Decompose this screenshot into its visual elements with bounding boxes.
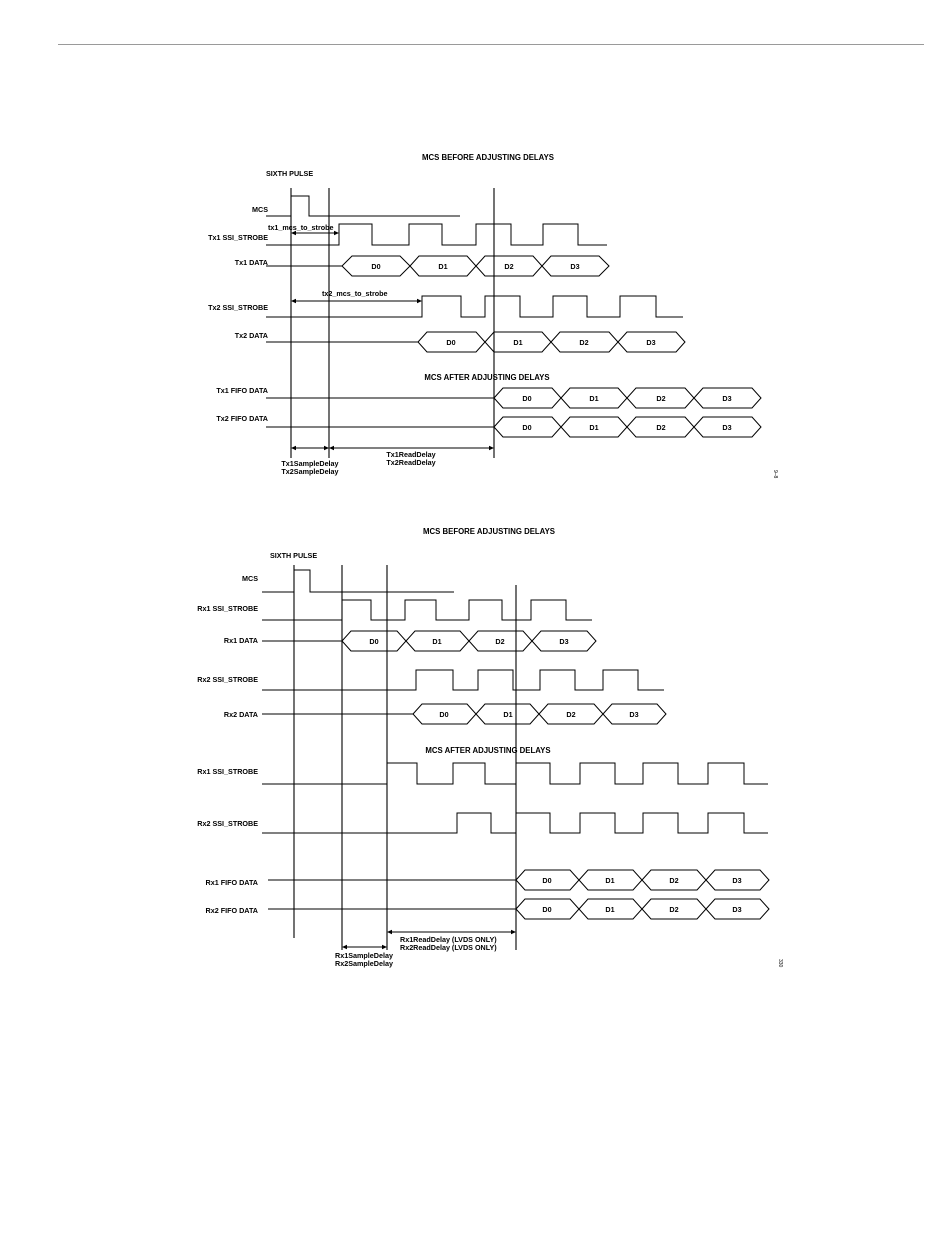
rx1-d1-label: D1 <box>432 637 442 646</box>
tx1-fifo-d0-label: D0 <box>522 394 532 403</box>
rx2-d2-label: D2 <box>566 710 576 719</box>
tx2-strobe-label: Tx2 SSI_STROBE <box>208 303 268 312</box>
rx2-fifo-d2-label: D2 <box>669 905 679 914</box>
tx-figure-id: 9–8 <box>772 470 778 479</box>
tx1-d1-label: D1 <box>438 262 448 271</box>
rx2-fifo-d3-label: D3 <box>732 905 742 914</box>
tx1-fifo-d2-label: D2 <box>656 394 666 403</box>
tx1-d3-label: D3 <box>570 262 580 271</box>
tx2-mcs-to-strobe-label: tx2_mcs_to_strobe <box>322 289 388 298</box>
tx1-data-label: Tx1 DATA <box>234 258 268 267</box>
tx1-read-delay-label: Tx1ReadDelay <box>386 450 436 459</box>
tx2-d2-label: D2 <box>579 338 589 347</box>
rx2-fifo-d0-label: D0 <box>542 905 552 914</box>
rx-mcs-label: MCS <box>242 574 258 583</box>
rx-mcs-waveform <box>262 570 454 592</box>
rx1-fifo-d2-label: D2 <box>669 876 679 885</box>
tx-sixth-pulse-label: SIXTH PULSE <box>266 169 314 178</box>
rx1-d3-label: D3 <box>559 637 569 646</box>
rx1-fifo-d3-label: D3 <box>732 876 742 885</box>
rx1-sample-delay-label: Rx1SampleDelay <box>335 951 393 960</box>
tx1-fifo-label: Tx1 FIFO DATA <box>216 386 268 395</box>
rx-figure-id: 330 <box>777 959 783 968</box>
tx-title-before: MCS BEFORE ADJUSTING DELAYS <box>422 153 554 162</box>
tx2-fifo-d3-label: D3 <box>722 423 732 432</box>
rx2-d3-label: D3 <box>629 710 639 719</box>
tx-mcs-label: MCS <box>252 205 268 214</box>
rx2-data-label: Rx2 DATA <box>223 710 258 719</box>
rx1-d0-label: D0 <box>369 637 379 646</box>
tx1-d0-label: D0 <box>371 262 381 271</box>
rx1-data-label: Rx1 DATA <box>223 636 258 645</box>
rx-title-before: MCS BEFORE ADJUSTING DELAYS <box>423 527 555 536</box>
rx2-read-delay-label: Rx2ReadDelay (LVDS ONLY) <box>400 943 497 952</box>
rx1-strobe-after-waveform <box>262 763 768 784</box>
tx-mcs-waveform <box>266 196 460 216</box>
rx2-sample-delay-label: Rx2SampleDelay <box>335 959 393 968</box>
rx2-strobe-label: Rx2 SSI_STROBE <box>197 675 258 684</box>
rx1-fifo-d0-label: D0 <box>542 876 552 885</box>
tx2-d0-label: D0 <box>446 338 456 347</box>
rx1-d2-label: D2 <box>495 637 505 646</box>
tx1-d2-label: D2 <box>504 262 514 271</box>
rx1-strobe-label: Rx1 SSI_STROBE <box>197 604 258 613</box>
rx2-strobe-after-label: Rx2 SSI_STROBE <box>197 819 258 828</box>
rx-timing-figure <box>197 527 783 968</box>
rx2-fifo-d1-label: D1 <box>605 905 615 914</box>
tx1-mcs-to-strobe-label: tx1_mcs_to_strobe <box>268 223 334 232</box>
rx1-read-delay-label: Rx1ReadDelay (LVDS ONLY) <box>400 935 497 944</box>
tx2-fifo-d0-label: D0 <box>522 423 532 432</box>
rx-title-after: MCS AFTER ADJUSTING DELAYS <box>425 746 551 755</box>
rx2-fifo-label: Rx2 FIFO DATA <box>205 906 258 915</box>
rx2-strobe-after-waveform <box>262 813 768 833</box>
tx2-fifo-d2-label: D2 <box>656 423 666 432</box>
rx1-fifo-label: Rx1 FIFO DATA <box>205 878 258 887</box>
tx2-d3-label: D3 <box>646 338 656 347</box>
tx2-d1-label: D1 <box>513 338 523 347</box>
rx2-d0-label: D0 <box>439 710 449 719</box>
rx2-strobe-waveform <box>262 670 664 690</box>
tx2-sample-delay-label: Tx2SampleDelay <box>281 467 339 476</box>
tx2-data-label: Tx2 DATA <box>234 331 268 340</box>
rx-sixth-pulse-label: SIXTH PULSE <box>270 551 318 560</box>
rx2-d1-label: D1 <box>503 710 513 719</box>
tx1-sample-delay-label: Tx1SampleDelay <box>281 459 339 468</box>
tx2-fifo-d1-label: D1 <box>589 423 599 432</box>
tx2-fifo-label: Tx2 FIFO DATA <box>216 414 268 423</box>
tx1-fifo-d3-label: D3 <box>722 394 732 403</box>
tx1-strobe-label: Tx1 SSI_STROBE <box>208 233 268 242</box>
rx1-fifo-d1-label: D1 <box>605 876 615 885</box>
tx2-read-delay-label: Tx2ReadDelay <box>386 458 436 467</box>
tx-timing-figure <box>208 153 778 479</box>
rx1-strobe-after-label: Rx1 SSI_STROBE <box>197 767 258 776</box>
tx-title-after: MCS AFTER ADJUSTING DELAYS <box>424 373 550 382</box>
tx1-fifo-d1-label: D1 <box>589 394 599 403</box>
rx1-strobe-waveform <box>262 600 592 620</box>
